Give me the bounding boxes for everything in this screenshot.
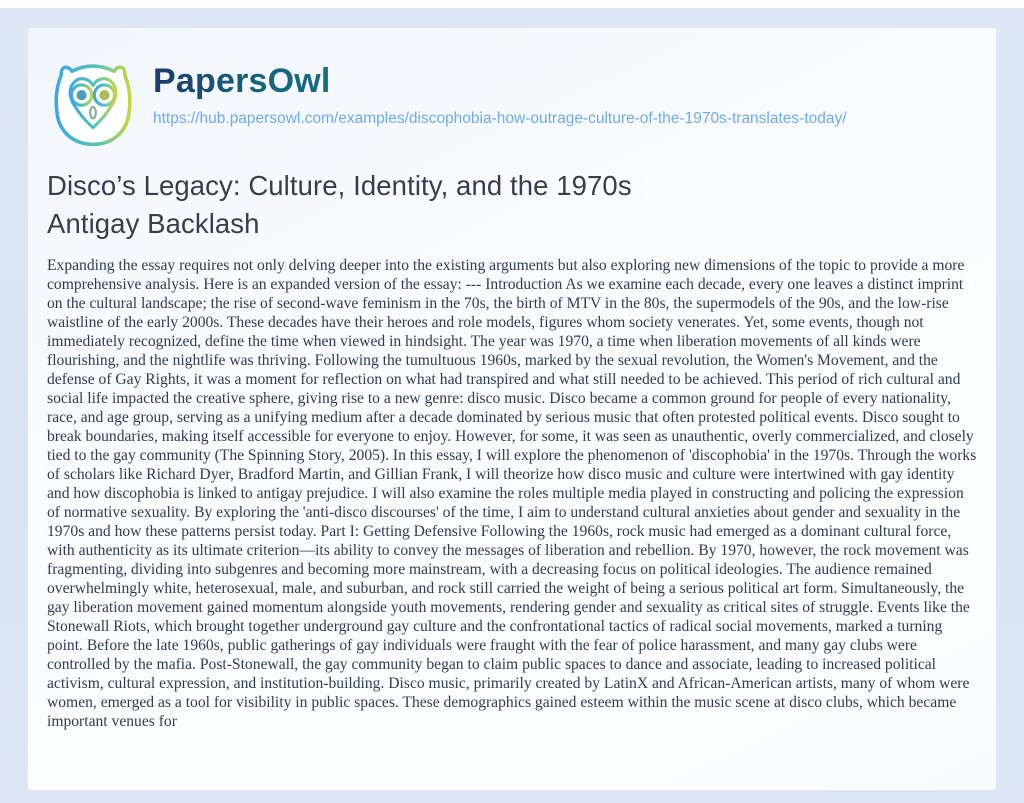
brand-name[interactable]: PapersOwl	[153, 62, 331, 100]
essay-page	[28, 28, 996, 790]
site-header	[28, 28, 996, 150]
page-url: https://hub.papersowl.com/examples/discophobia-how-outrage-culture-of-the-1970s-translates-today/	[153, 110, 847, 127]
header-text-block	[153, 56, 847, 130]
papersowl-owl-logo-icon[interactable]	[49, 56, 137, 150]
essay-title: Disco’s Legacy: Culture, Identity, and the 1970s Antigay Backlash	[47, 170, 632, 239]
essay-body-text: Expanding the essay requires not only delving deeper into the existing arguments but also exploring new dimensions of the topic to provide a more comprehensive analysis. Here is an expanded version of the essay: --- Introduction As we examine each decade, every one leaves a distinct imprint on the cultural landscape; the rise of second-wave feminism in the 70s, the birth of MTV in the 80s, the supermodels of the 90s, and the low-rise waistline of the early 2000s. These decades have their heroes and role models, figures whom society venerates. Yet, some events, though not immediately recognized, define the time when viewed in hindsight. The year was 1970, a time when liberation movements of all kinds were flourishing, and the nightlife was thriving. Following the tumultuous 1960s, marked by the sexual revolution, the Women's Movement, and the defense of Gay Rights, it was a moment for reflection on what had transpired and what still needed to be achieved. This period of rich cultural and social life impacted the creative sphere, giving rise to a new genre: disco music. Disco became a common ground for people of every nationality, race, and age group, serving as a unifying medium after a decade dominated by serious music that often protested political events. Disco sought to break boundaries, making itself accessible for everyone to enjoy. However, for some, it was seen as unauthentic, overly commercialized, and closely tied to the gay community (The Spinning Story, 2005). In this essay, I will explore the phenomenon of 'discophobia' in the 1970s. Through the works of scholars like Richard Dyer, Bradford Martin, and Gillian Frank, I will theorize how disco music and culture were intertwined with gay identity and how discophobia is linked to antigay prejudice. I will also examine the roles multiple media played in constructing and policing the expression of normative sexuality. By exploring the 'anti-disco discourses' of the time, I aim to understand cultural anxieties about gender and sexuality in the 1970s and how these patterns persist today. Part I: Getting Defensive Following the 1960s, rock music had emerged as a dominant cultural force, with authenticity as its ultimate criterion—its ability to convey the messages of liberation and rebellion. By 1970, however, the rock movement was fragmenting, dividing into subgenres and becoming more mainstream, with a decreasing focus on political ideologies. The audience remained overwhelmingly white, heterosexual, male, and suburban, and rock still carried the weight of being a serious political art form. Simultaneously, the gay liberation movement gained momentum alongside youth movements, rendering gender and sexuality as critical sites of struggle. Events like the Stonewall Riots, which brought together underground gay culture and the confrontational tactics of radical social movements, marked a turning point. Before the late 1960s, public gatherings of gay individuals were fraught with the fear of police harassment, and many gay clubs were controlled by the mafia. Post-Stonewall, the gay community began to claim public spaces to dance and associate, leading to increased political activism, cultural expression, and institution-building. Disco music, primarily created by LatinX and African-American artists, many of whom were women, emerged as a tool for visibility in public spaces. These demographics gained esteem within the music scene at disco clubs, which became important venues for	[47, 257, 977, 730]
